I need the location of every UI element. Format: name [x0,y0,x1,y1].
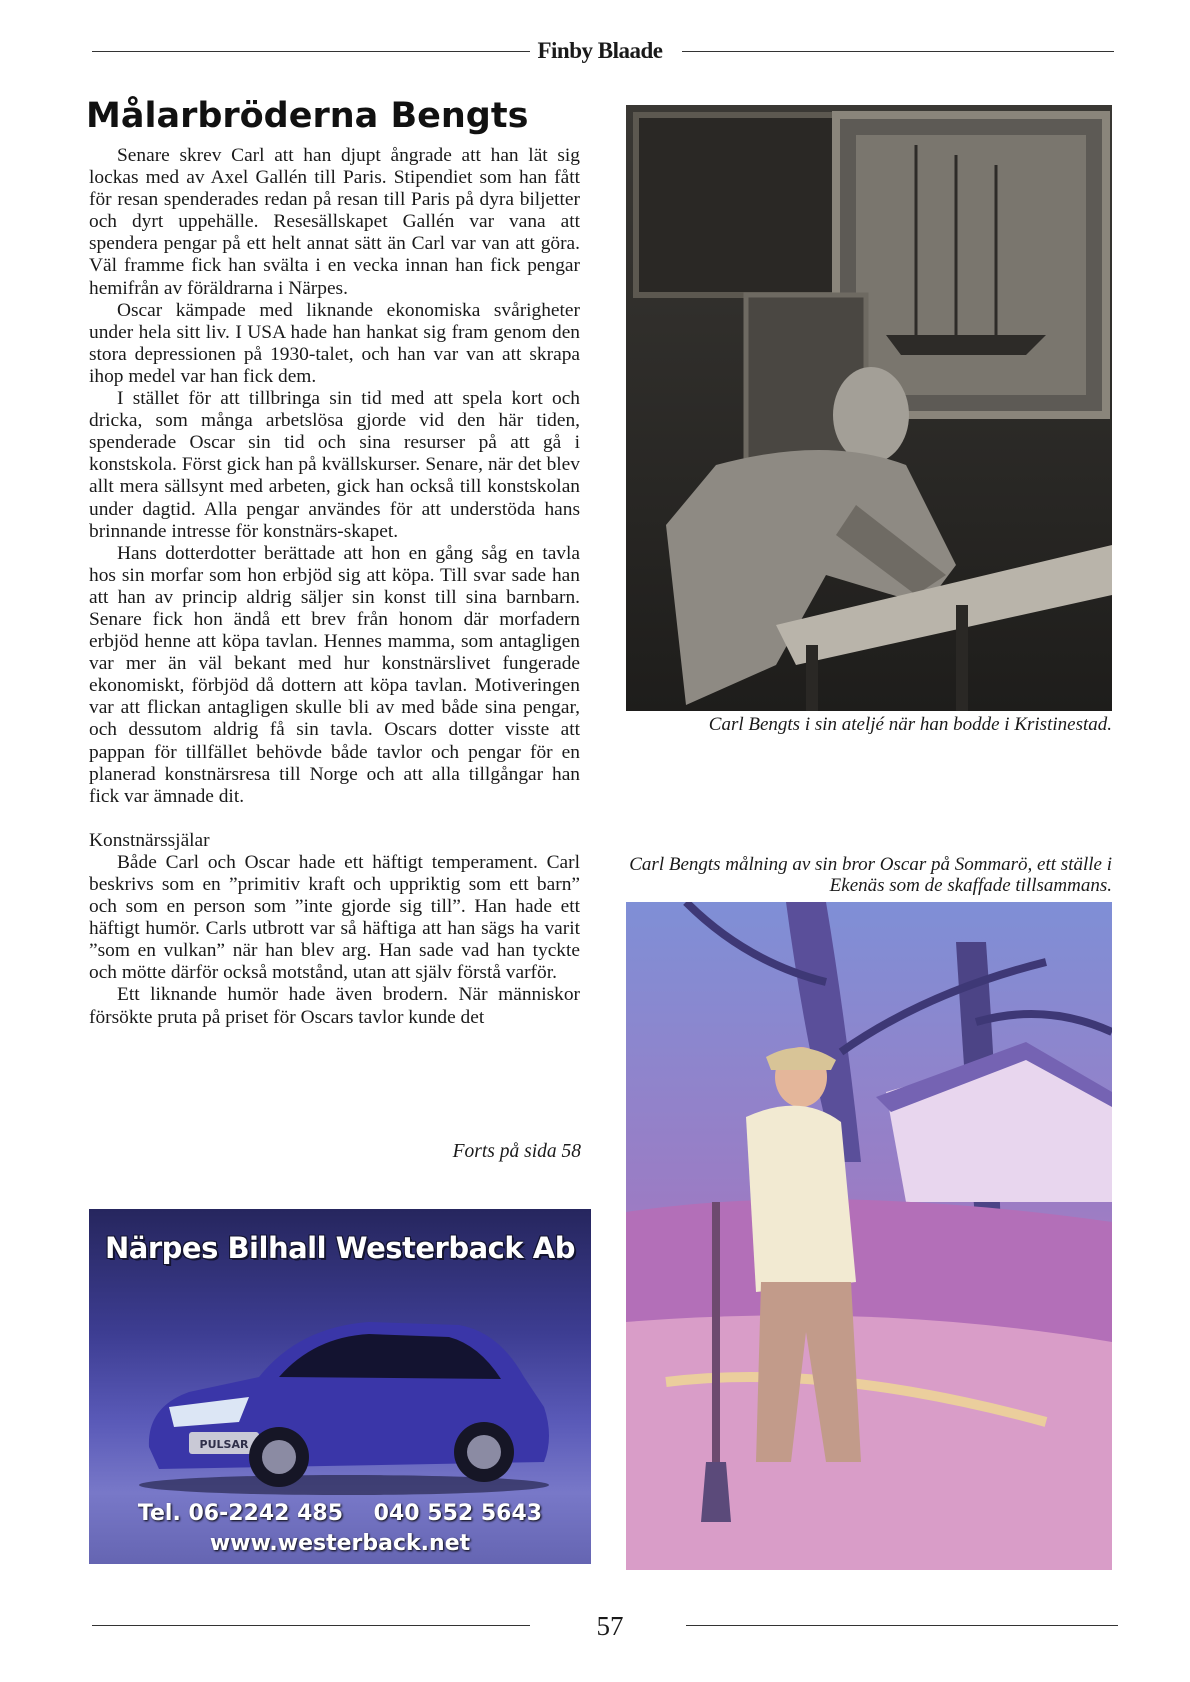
header-rule-right [682,51,1114,52]
article-paragraph: Ett liknande humör hade även brodern. När människor försökte pruta på priset för Oscars tavlor kunde det [89,984,580,1028]
article-paragraph: Både Carl och Oscar hade ett häftigt temperament. Carl beskrivs som en ”primitiv kraft och uppriktig som ett barn” och som en person som ”inte gjorde sig till”. Han hade ett häftigt humör. Carls utbrott var så häftiga att han sägs ha varit ”som en vulkan” när han blev arg. Han sade vad han tyckte och mötte därför också motstånd, utan att själv förstå varför. [89,851,580,984]
article-paragraph: Oscar kämpade med liknande ekonomiska svårigheter under hela sitt liv. I USA hade han hankat sig fram genom den stora depressionen på 1930-talet, och han var van att skrapa ihop medel var han fick dem. [89,299,580,387]
article-paragraph: Senare skrev Carl att han djupt ångrade att han lät sig lockas med av Axel Gallén till Paris. Stipendiet som han fått för resan spenderades redan på resan till Paris på dyra biljetter och dyrt uppehälle. Resesällskapet Gallén var vana att spendera pengar på ett helt annat sätt än Carl var van att göra. Väl framme fick han svälta i en vecka innan han fick pengar hemifrån av föräldrarna i Närpes. [89,145,580,299]
continued-note: Forts på sida 58 [452,1141,581,1162]
footer-rule-right [686,1625,1118,1626]
publication-title: Finby Blaade [537,38,663,63]
car-image [129,1297,559,1497]
page-number: 57 [596,1611,624,1641]
footer-rule-left [92,1625,530,1626]
header-rule-left [92,51,530,52]
article-paragraph: I stället för att tillbringa sin tid med att spela kort och dricka, som många arbetslösa gjorde vid den här tiden, spenderade Oscar sin tid och sina resurser på att gå i konstskola. Först gick han på kvällskurser. Senare, när det blev allt mera sällsynt med arbeten, gick han också till konstskolan under dagtid. Alla pengar användes för att understöda hans brinnande intresse för konstnärs-skapet. [89,388,580,542]
ad-website-link[interactable]: www.westerback.net [209,1531,471,1556]
painting-caption: Carl Bengts målning av sin bror Oscar på Sommarö, ett ställe i Ekenäs som de skaffade tillsammans. [629,854,1112,896]
ad-title: Närpes Bilhall Westerback Ab [105,1231,575,1265]
ad-phone-numbers: Tel. 06-2242 485 040 552 5643 [137,1501,543,1526]
license-plate: PULSAR [199,1438,249,1451]
article-subheading: Konstnärssjälar [89,829,210,851]
studio-photo [626,105,1112,711]
article-paragraph: Hans dotterdotter berättade att hon en gång såg en tavla hos sin morfar som hon erbjöd sig att köpa. Till svar sade han att han av princip aldrig säljer sin konst till sina barnbarn. Senare fick hon ändå ett brev från honom där morfadern erbjöd henne att köpa tavlan. Hennes mamma, som antagligen var mer än väl bekant med hur konstnärslivet fungerade ekonomiskt, förbjöd då dottern att köpa tavlan. Motiveringen var att flickan antagligen skulle bli av med både sina pengar, och dessutom aldrig få sin tavla. Oscars dotter visste att pappan för tillfället behövde både tavlor och pengar för en planerad konstnärsresa till Norge och att alla tillgångar han fick var ämnade dit. [89,542,580,807]
article-body [89,145,580,1029]
studio-photo-caption: Carl Bengts i sin ateljé när han bodde i Kristinestad. [708,714,1112,735]
painting-photo [626,902,1112,1570]
advertisement[interactable] [89,1209,591,1564]
article-title: Målarbröderna Bengts [86,96,529,136]
